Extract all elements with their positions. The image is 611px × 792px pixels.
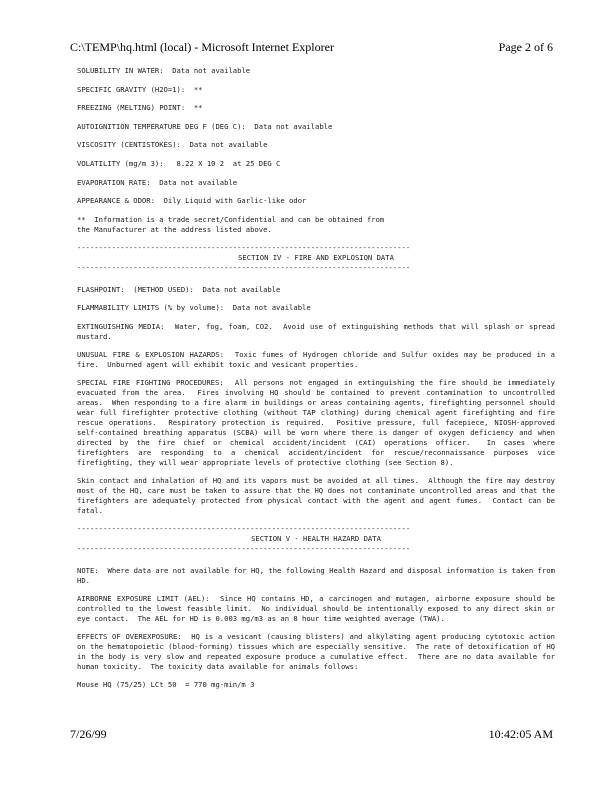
document-header-title: C:\TEMP\hq.html (local) - Microsoft Internet Explorer	[70, 40, 334, 54]
skin-contact-paragraph: Skin contact and inhalation of HQ and its vapors must be avoided at all times. Although the fire may destroy most of the HQ, care must be taken to assure that the HQ does not contaminate uncontrolled areas and that the firefighters are adequately protected from physical contact with the agent and agent fumes. Contact can be fatal.	[77, 475, 560, 515]
mouse-toxicity-line: Mouse HQ (75/25) LCt 50 = 770 mg-min/m 3	[77, 679, 255, 689]
divider-rule: -----------------------------------------------------------------------------	[77, 543, 411, 553]
page-number: Page 2 of 6	[498, 40, 553, 54]
freezing-point-field: FREEZING (MELTING) POINT: **	[77, 103, 203, 113]
fire-fighting-procedures-paragraph: SPECIAL FIRE FIGHTING PROCEDURES: All persons not engaged in extinguishing the fire should be immediately evacuated from the area. Fires involving HQ should be contained to prevent contamination to uncontrolled areas. When responding to a fire alarm in buildings or areas containing agents, firefighting personnel should wear full firefighter protective clothing (without TAP clothing) during chemical agent firefighting and fire rescue operations. Respiratory protection is required. Positive pressure, full facepiece, NIOSH-approved self-contained breathing apparatus (SCBA) will be worn where there is danger of oxygen deficiency and when directed by the fire chief or chemical accident/incident (CAI) operations officer. In cases where firefighters are responding to a chemical accident/incident for rescue/reconnaissance purposes vice firefighting, they will wear appropriate levels of protective clothing (see Section 8).	[77, 377, 560, 467]
solubility-field: SOLUBILITY IN WATER: Data not available	[77, 66, 251, 75]
viscosity-field: VISCOSITY (CENTISTOKES): Data not available	[77, 140, 268, 150]
flashpoint-field: FLASHPOINT: (METHOD USED): Data not available	[77, 284, 281, 294]
section-5-header	[77, 524, 555, 554]
specific-gravity-field: SPECIFIC GRAVITY (H2O=1): **	[77, 84, 203, 94]
extinguishing-media-paragraph: EXTINGUISHING MEDIA: Water, fog, foam, CO2. Avoid use of extinguishing methods that will splash or spread mustard.	[77, 321, 560, 341]
section-4-title: SECTION IV - FIRE AND EXPLOSION DATA	[238, 252, 394, 262]
evaporation-rate-field: EVAPORATION RATE: Data not available	[77, 177, 238, 187]
section-4-header	[77, 243, 555, 273]
volatility-field: VOLATILITY (mg/m 3): 8.22 X 10 2 at 25 DEG C	[77, 158, 281, 168]
divider-rule: -----------------------------------------------------------------------------	[77, 262, 411, 272]
autoignition-field: AUTOIGNITION TEMPERATURE DEG F (DEG C): Data not available	[77, 121, 333, 131]
footer-date: 7/26/99	[70, 727, 107, 741]
overexposure-effects-paragraph: EFFECTS OF OVEREXPOSURE: HQ is a vesicant (causing blisters) and alkylating agent producing cytotoxic action on the hematopoietic (blood-forming) tissues which are especially sensitive. The rate of detoxification of HQ in the body is very slow and repeated exposure produce a cumulative effect. There are no data available for human toxicity. The toxicity data available for animals follows:	[77, 631, 560, 671]
health-note-paragraph: NOTE: Where data are not available for HQ, the following Health Hazard and disposal information is taken from HD.	[77, 565, 560, 585]
section-5-title: SECTION V - HEALTH HAZARD DATA	[251, 533, 381, 543]
airborne-exposure-paragraph: AIRBORNE EXPOSURE LIMIT (AEL): Since HQ contains HD, a carcinogen and mutagen, airborne exposure should be controlled to the lowest feasible limit. No individual should be intentionally exposed to any direct skin or eye contact. The AEL for HD is 0.003 mg/m3 as an 8 hour time weighted average (TWA).	[77, 593, 560, 623]
trade-secret-footnote: ** Information is a trade secret/Confidential and can be obtained from the Manufacturer at the address listed above.	[77, 214, 385, 234]
divider-rule: -----------------------------------------------------------------------------	[77, 523, 411, 533]
footer-time: 10:42:05 AM	[488, 727, 553, 741]
flammability-field: FLAMMABILITY LIMITS (% by volume): Data not available	[77, 303, 311, 313]
unusual-hazards-paragraph: UNUSUAL FIRE & EXPLOSION HAZARDS: Toxic fumes of Hydrogen chloride and Sulfur oxides may be produced in a fire. Unburned agent will exhibit toxic and vesicant properties.	[77, 349, 560, 369]
document-body	[77, 66, 560, 699]
divider-rule: -----------------------------------------------------------------------------	[77, 242, 411, 252]
appearance-odor-field: APPEARANCE & ODOR: Oily Liquid with Garlic-like odor	[77, 196, 307, 206]
